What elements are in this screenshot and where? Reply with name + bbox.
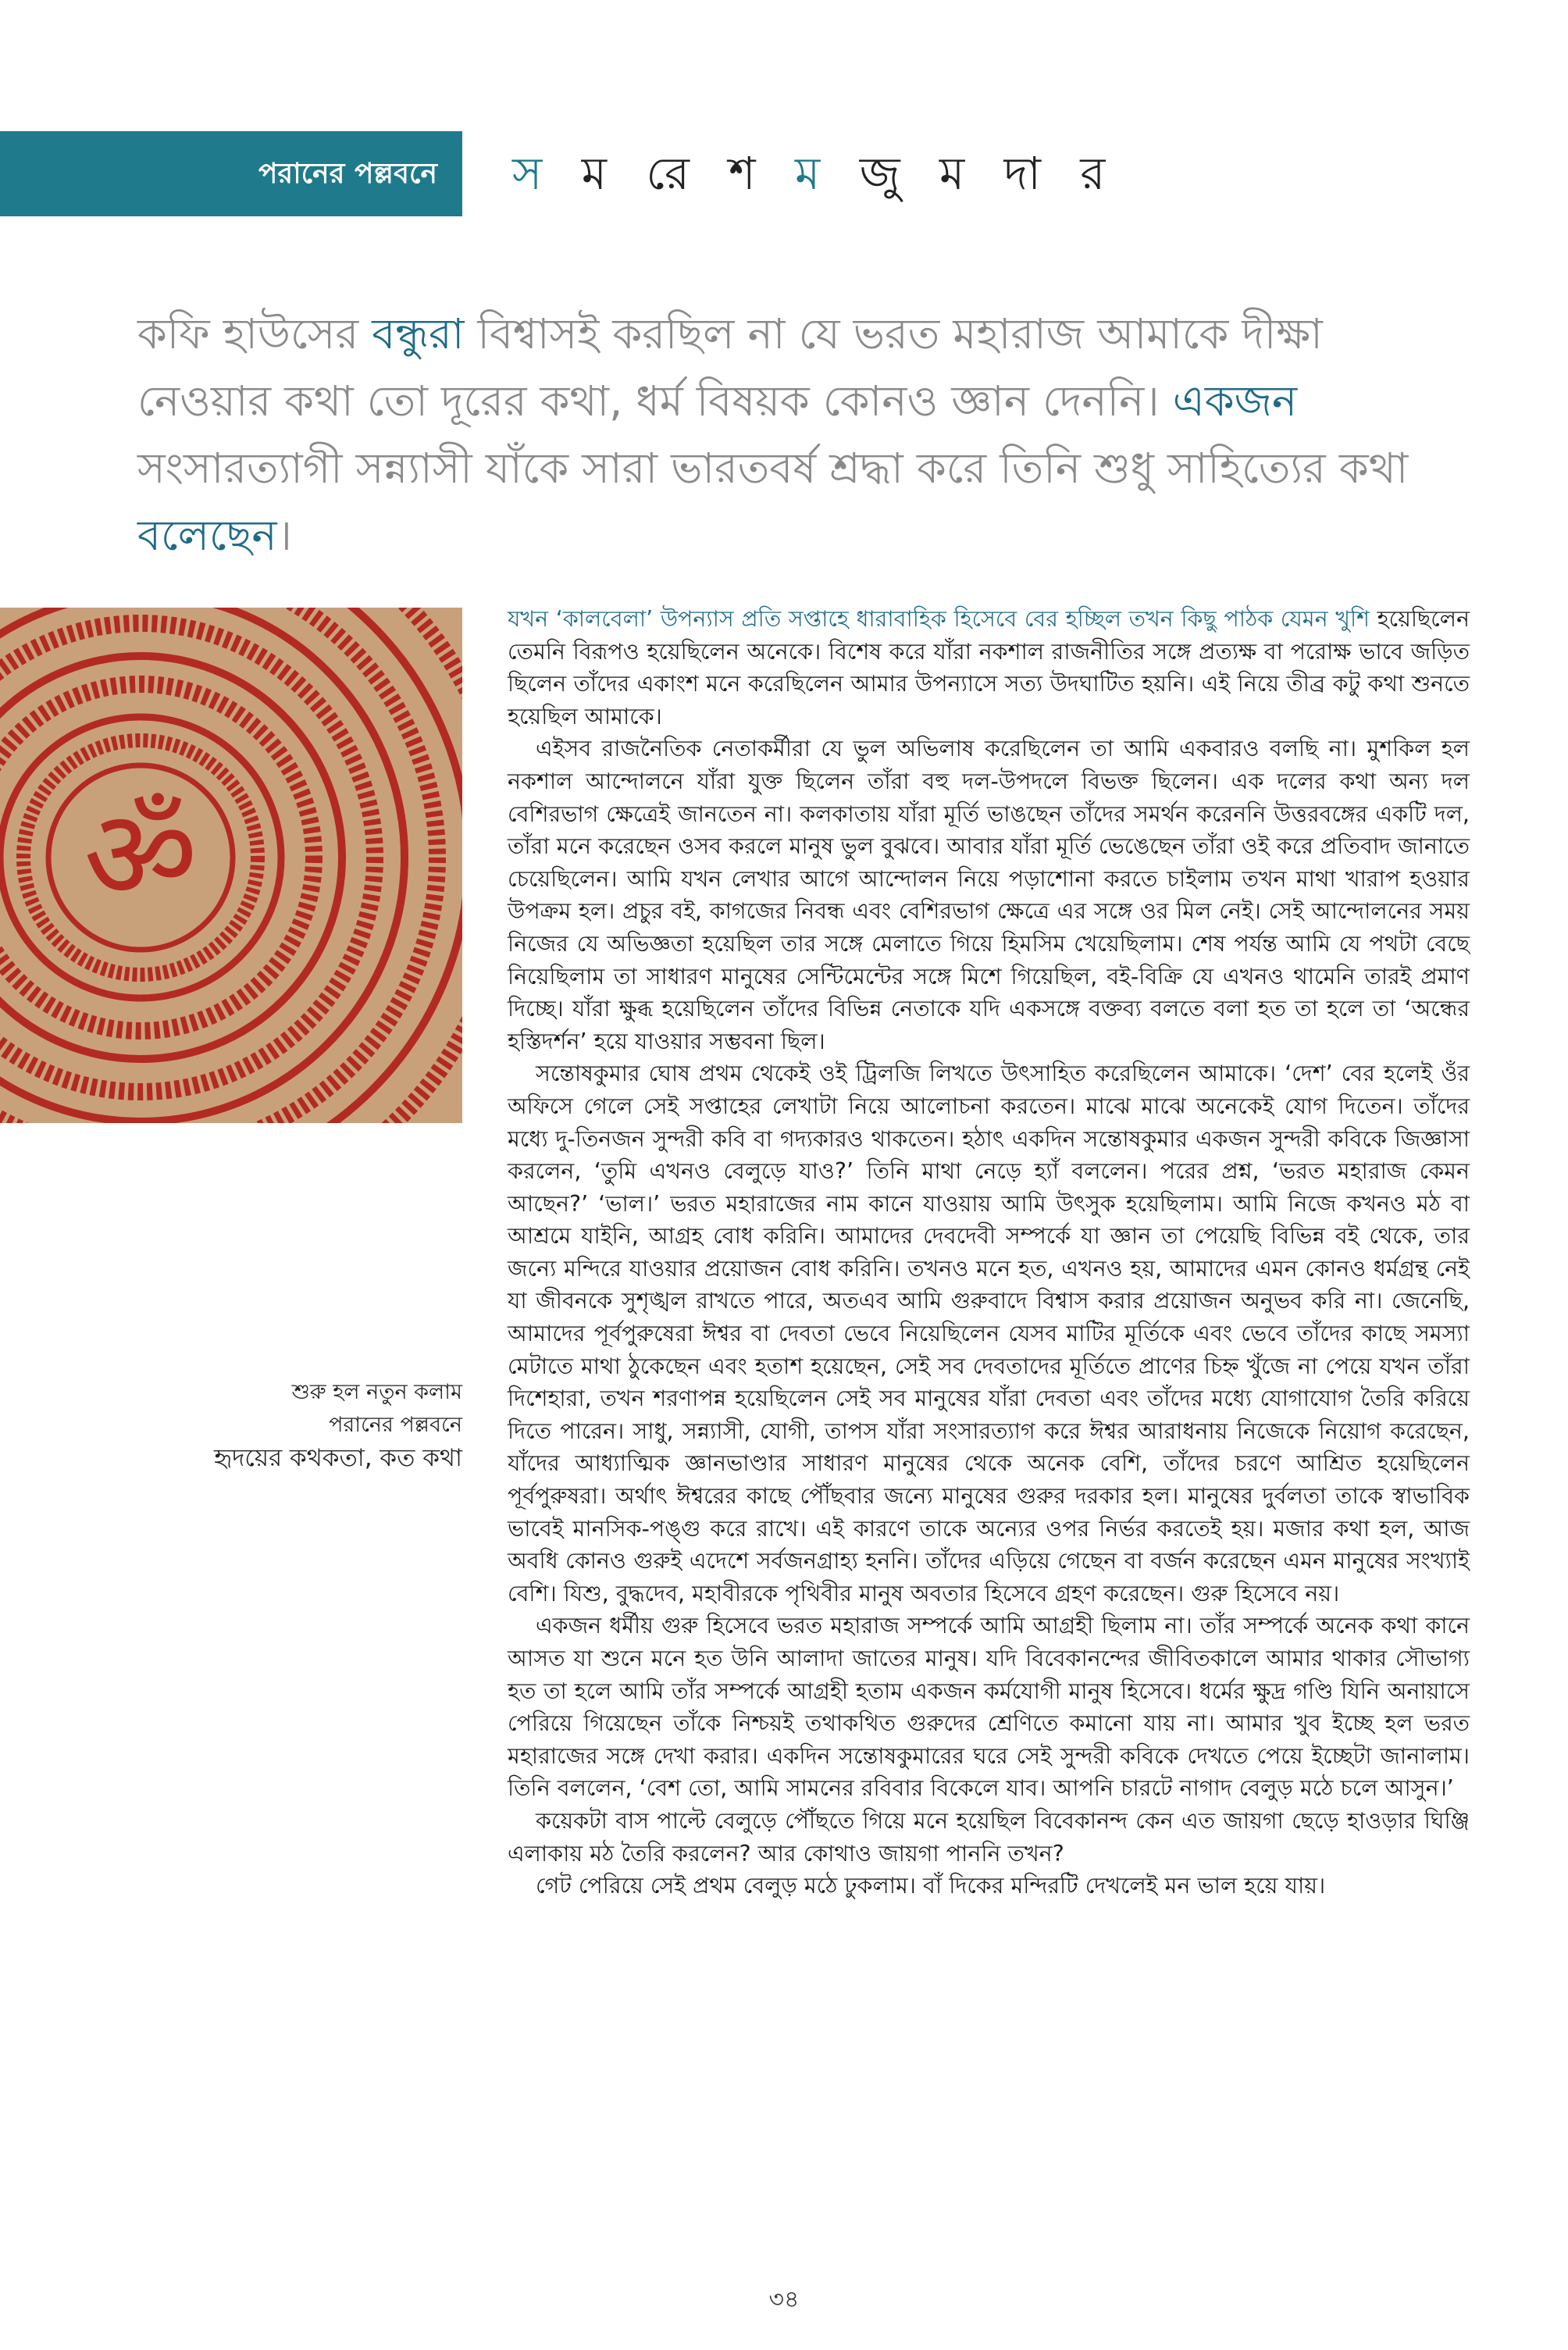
caption xyxy=(150,1376,462,1475)
paragraph-text: হয়েছিলেন তেমনি বিরূপও হয়েছিলেন অনেকে। বিশেষ করে যাঁরা নকশাল রাজনীতির সঙ্গে প্রত্যক্ষ বা পরোক্ষ ভাবে জড়িত ছিলেন তাঁদের একাংশ মনে করেছিলেন আমার উপন্যাসে সত্য উদঘাটিত হয়নি। এই নিয়ে তীব্র কটু কথা শুনতে হয়েছিল আমাকে। xyxy=(508,606,1470,729)
om-mandala-illustration xyxy=(0,608,462,1123)
author-name xyxy=(512,131,1117,216)
om-symbol: ॐ xyxy=(84,782,198,928)
pull-quote-text: সংসারত্যাগী সন্ন্যাসী যাঁকে সারা ভারতবর্ষ শ্রদ্ধা করে তিনি শুধু সাহিত্যের কথা xyxy=(137,444,1409,493)
pull-quote-text: । xyxy=(276,511,292,560)
caption-line: হৃদয়ের কথকতা, কত কথা xyxy=(213,1444,462,1472)
article-body xyxy=(508,603,1470,1902)
header-band xyxy=(0,131,462,216)
lead-in: যখন ‘কালবেলা’ উপন্যাস প্রতি সপ্তাহে ধারাবাহিক হিসেবে বের হচ্ছিল তখন কিছু পাঠক যেমন খুশি xyxy=(508,606,1370,632)
paragraph: এইসব রাজনৈতিক নেতাকর্মীরা যে ভুল অভিলাষ করেছিলেন তা আমি একবারও বলছি না। মুশকিল হল নকশাল আন্দোলনে যাঁরা যুক্ত ছিলেন তাঁরা বহু দল-উপদলে বিভক্ত ছিলেন। এক দলের কথা অন্য দল বেশিরভাগ ক্ষেত্রেই জানতেন না। কলকাতায় যাঁরা মূর্তি ভাঙছেন তাঁদের সমর্থন করেননি উত্তরবঙ্গের একটি দল, তাঁরা মনে করেছেন ওসব করলে মানুষ ভুল বুঝবে। আবার যাঁরা মূর্তি ভেঙেছেন তাঁরা ওই করে প্রতিবাদ জানাতে চেয়েছিলেন। আমি যখন লেখার আগে আন্দোলন নিয়ে পড়াশোনা করতে চাইলাম তখন মাথা খারাপ হওয়ার উপক্রম হল। প্রচুর বই, কাগজের নিবন্ধ এবং বেশিরভাগ ক্ষেত্রে এর সঙ্গে ওর মিল নেই। সেই আন্দোলনের সময় নিজের যে অভিজ্ঞতা হয়েছিল তার সঙ্গে মেলাতে গিয়ে হিমসিম খেয়েছিলাম। শেষ পর্যন্ত আমি যে পথটা বেছে নিয়েছিলাম তা সাধারণ মানুষের সেন্টিমেন্টের সঙ্গে মিশে গিয়েছিল, বই-বিক্রি যে এখনও থামেনি তারই প্রমাণ দিচ্ছে। যাঁরা ক্ষুব্ধ হয়েছিলেন তাঁদের বিভিন্ন নেতাকে যদি একসঙ্গে বক্তব্য বলতে বলা হত তা হলে তা ‘অন্ধের হস্তিদর্শন’ হয়ে যাওয়ার সম্ভবনা ছিল। xyxy=(508,736,1470,1054)
pull-quote xyxy=(137,301,1418,569)
om-mandala-image xyxy=(0,608,462,1123)
pull-quote-text: কফি হাউসের xyxy=(137,309,372,358)
caption-line: শুরু হল নতুন কলাম xyxy=(291,1380,462,1404)
paragraph: কয়েকটা বাস পাল্টে বেলুড়ে পৌঁছতে গিয়ে মনে হয়েছিল বিবেকানন্দ কেন এত জায়গা ছেড়ে হাওড়ার ঘিঞ্জি এলাকায় মঠ তৈরি করলেন? আর কোথাও জায়গা পাননি তখন? xyxy=(508,1807,1470,1867)
pull-quote-highlight: বলেছেন xyxy=(137,511,277,560)
paragraph xyxy=(508,603,1470,733)
paragraph: একজন ধর্মীয় গুরু হিসেবে ভরত মহারাজ সম্পর্কে আমি আগ্রহী ছিলাম না। তাঁর সম্পর্কে অনেক কথা কানে আসত যা শুনে মনে হত উনি আলাদা জাতের মানুষ। যদি বিবেকানন্দের জীবিতকালে আমার থাকার সৌভাগ্য হত তা হলে আমি তাঁর সম্পর্কে আগ্রহী হতাম একজন কর্মযোগী মানুষ হিসেবে। ধর্মের ক্ষুদ্র গণ্ডি যিনি অনায়াসে পেরিয়ে গিয়েছেন তাঁকে নিশ্চয়ই তথাকথিত গুরুদের শ্রেণিতে কমানো যায় না। আমার খুব ইচ্ছে হল ভরত মহারাজের সঙ্গে দেখা করার। একদিন সন্তোষকুমারের ঘরে সেই সুন্দরী কবিকে দেখতে পেয়ে ইচ্ছেটা জানালাম। তিনি বললেন, ‘বেশ তো, আমি সামনের রবিবার বিকেলে যাব। আপনি চারটে নাগাদ বেলুড় মঠে চলে আসুন।’ xyxy=(508,1613,1470,1802)
pull-quote-text: বিশ্বাসই করছিল না যে ভরত মহারাজ আমাকে দীক্ষা নেওয়ার কথা তো দূরের কথা, ধর্ম বিষয়ক কোনও জ্ঞান দেননি। xyxy=(137,309,1323,426)
section-title: পরানের পল্লবনে xyxy=(258,158,437,190)
paragraph: সন্তোষকুমার ঘোষ প্রথম থেকেই ওই ট্রিলজি লিখতে উৎসাহিত করেছিলেন আমাকে। ‘দেশ’ বের হলেই ওঁর অফিসে গেলে সেই সপ্তাহের লেখাটা নিয়ে আলোচনা করতেন। মাঝে মাঝে অনেকেই যোগ দিতেন। তাঁদের মধ্যে দু-তিনজন সুন্দরী কবি বা গদ্যকারও থাকতেন। হঠাৎ একদিন সন্তোষকুমার একজন সুন্দরী কবিকে জিজ্ঞাসা করলেন, ‘তুমি এখনও বেলুড়ে যাও?’ তিনি মাথা নেড়ে হ্যাঁ বললেন। পরের প্রশ্ন, ‘ভরত মহারাজ কেমন আছেন?’ ‘ভাল।’ ভরত মহারাজের নাম কানে যাওয়ায় আমি উৎসুক হয়েছিলাম। আমি নিজে কখনও মঠ বা আশ্রমে যাইনি, আগ্রহ বোধ করিনি। আমাদের দেবদেবী সম্পর্কে যা জ্ঞান তা পেয়েছি বিভিন্ন বই থেকে, তার জন্যে মন্দিরে যাওয়ার প্রয়োজন বোধ করিনি। তখনও মনে হত, এখনও হয়, আমাদের এমন কোনও ধর্মগ্রন্থ নেই যা জীবনকে সুশৃঙ্খল রাখতে পারে, অতএব আমি গুরুবাদে বিশ্বাস করার প্রয়োজন অনুভব করি না। জেনেছি, আমাদের পূর্বপুরুষেরা ঈশ্বর বা দেবতা ভেবে নিয়েছিলেন যেসব মাটির মূর্তিকে এবং ভেবে তাঁদের কাছে সমস্যা মেটাতে মাথা ঠুকেছেন এবং হতাশ হয়েছেন, সেই সব দেবতাদের মূর্তিতে প্রাণের চিহ্ন খুঁজে না পেয়ে যখন তাঁরা দিশেহারা, তখন শরণাপন্ন হয়েছিলেন সেই সব মানুষের যাঁরা দেবতা এবং তাঁদের মধ্যে যোগাযোগ তৈরি করিয়ে দিতে পারেন। সাধু, সন্ন্যাসী, যোগী, তাপস যাঁরা সংসারত্যাগ করে ঈশ্বর আরাধনায় নিজেকে নিয়োগ করেছেন, যাঁদের আধ্যাত্মিক জ্ঞানভাণ্ডার সাধারণ মানুষের থেকে অনেক বেশি, তাঁদের চরণে আশ্রিত হয়েছিলেন পূর্বপুরুষরা। অর্থাৎ ঈশ্বরের কাছে পৌঁছবার জন্যে মানুষের গুরুর দরকার হল। মানুষের দুর্বলতা তাকে স্বাভাবিক ভাবেই মানসিক-পঙ্গু করে রাখে। এই কারণে তাকে অন্যের ওপর নির্ভর করতেই হয়। মজার কথা হল, আজ অবধি কোনও গুরুই এদেশে সর্বজনগ্রাহ্য হননি। তাঁদের এড়িয়ে গেছেন বা বর্জন করেছেন এমন মানুষের সংখ্যাই বেশি। যিশু, বুদ্ধদেব, মহাবীরকে পৃথিবীর মানুষ অবতার হিসেবে গ্রহণ করেছেন। গুরু হিসেবে নয়। xyxy=(508,1061,1470,1606)
author-name-part: জু ম দা র xyxy=(832,147,1118,200)
author-name-part: ম রে শ xyxy=(554,147,796,200)
pull-quote-highlight: বন্ধুরা xyxy=(372,309,465,358)
page-number: ৩৪ xyxy=(768,2286,800,2313)
paragraph: গেট পেরিয়ে সেই প্রথম বেলুড় মঠে ঢুকলাম। বাঁ দিকের মন্দিরটি দেখলেই মন ভাল হয়ে যায়। xyxy=(536,1873,1326,1899)
pull-quote-highlight: একজন xyxy=(1172,376,1298,426)
caption-line: পরানের পল্লবনে xyxy=(329,1413,462,1437)
author-initial: স xyxy=(512,147,555,200)
author-initial: ম xyxy=(795,147,833,200)
